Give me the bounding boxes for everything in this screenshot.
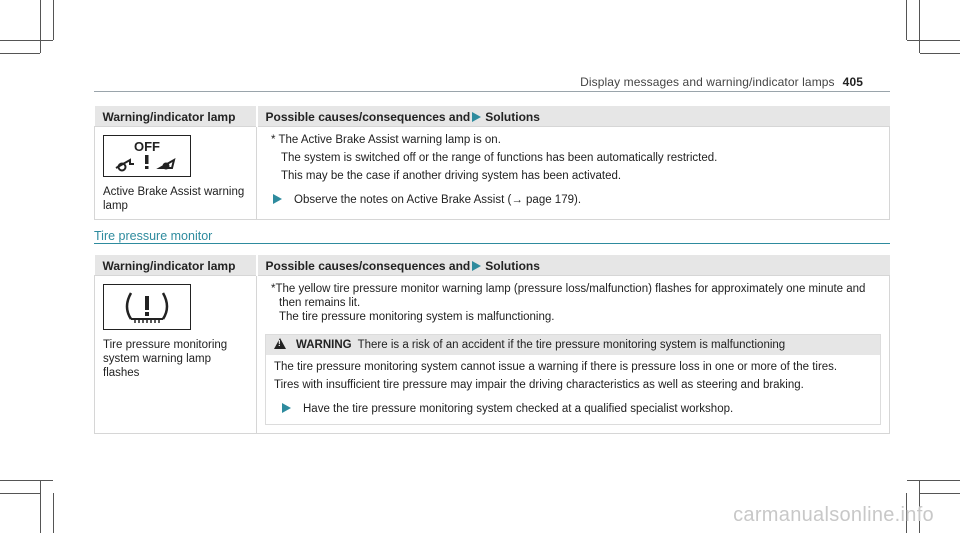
crop-mark (920, 493, 960, 494)
cause-text: * The Active Brake Assist warning lamp is on. (271, 134, 501, 146)
crop-mark (919, 0, 920, 53)
causes-cell (257, 127, 890, 220)
crop-mark (40, 0, 41, 53)
tpm-lamp-table (94, 255, 890, 434)
crop-mark (0, 40, 53, 41)
column-header-causes (257, 255, 890, 276)
solutions-arrow-icon (472, 261, 481, 271)
column-header-lamp: Warning/indicator lamp (95, 106, 257, 127)
cause-text: The system is switched off or the range of functions has been automatically restricted. (281, 152, 718, 164)
off-icon-text: OFF (134, 139, 160, 154)
causes-cell (257, 276, 890, 434)
cause-text: then remains lit. (279, 297, 361, 309)
lamp-cell (95, 276, 257, 434)
crop-mark (0, 480, 53, 481)
solution-step (265, 193, 881, 207)
cause-text: *The yellow tire pressure monitor warning lamp (pressure loss/malfunction) flashes for approximately one minute and (271, 283, 866, 295)
crop-mark (0, 53, 40, 54)
crop-mark (53, 0, 54, 40)
step-text: Observe the notes on Active Brake Assist (→ page 179). (294, 194, 582, 206)
crop-mark (906, 0, 907, 40)
warning-title: There is a risk of an accident if the tire pressure monitoring system is malfunctioning (357, 339, 786, 351)
section-title: Tire pressure monitor (94, 229, 213, 243)
section-rule (94, 243, 890, 244)
lamp-cell (95, 127, 257, 220)
crop-mark (0, 493, 40, 494)
abs-lamp-table (94, 106, 890, 220)
crop-mark (907, 480, 960, 481)
brake-assist-off-icon (103, 135, 191, 177)
tire-pressure-warning-icon (103, 284, 191, 330)
lamp-label: system warning lamp flashes (103, 353, 212, 379)
lamp-label: Active Brake Assist warning (103, 186, 245, 198)
header-solutions-label: Solutions (485, 258, 540, 273)
page-number: 405 (842, 75, 863, 89)
column-header-causes (257, 106, 890, 127)
column-header-lamp: Warning/indicator lamp (95, 255, 257, 276)
solution-step (274, 402, 872, 416)
cause-text: The tire pressure monitoring system is malfunctioning. (279, 311, 555, 323)
warning-box (265, 334, 881, 425)
cause-text: This may be the case if another driving system has been activated. (281, 170, 622, 182)
lamp-label: lamp (103, 200, 128, 212)
warning-text: The tire pressure monitoring system cannot issue a warning if there is pressure loss in one or more of the tires. (274, 361, 838, 373)
header-rule (94, 91, 890, 92)
step-arrow-icon (273, 194, 282, 204)
warning-triangle-icon (274, 338, 286, 349)
header-causes-label: Possible causes/consequences and (265, 109, 471, 124)
header-causes-label: Possible causes/consequences and (265, 258, 471, 273)
crop-mark (40, 480, 41, 533)
running-head-title: Display messages and warning/indicator lamps (580, 75, 835, 89)
warning-body (266, 355, 880, 424)
warning-text: Tires with insufficient tire pressure may impair the driving characteristics as well as steering and braking. (274, 379, 804, 391)
step-text: Have the tire pressure monitoring system checked at a qualified specialist workshop. (303, 403, 734, 415)
crop-mark (920, 53, 960, 54)
warning-header (266, 335, 880, 355)
watermark: carmanualsonline.info (733, 504, 934, 526)
solutions-arrow-icon (472, 112, 481, 122)
running-head (580, 75, 863, 89)
step-arrow-icon (282, 403, 291, 413)
crop-mark (907, 40, 960, 41)
header-solutions-label: Solutions (485, 109, 540, 124)
warning-label: WARNING (296, 339, 352, 351)
lamp-label: Tire pressure monitoring (103, 339, 228, 351)
crop-mark (53, 493, 54, 533)
